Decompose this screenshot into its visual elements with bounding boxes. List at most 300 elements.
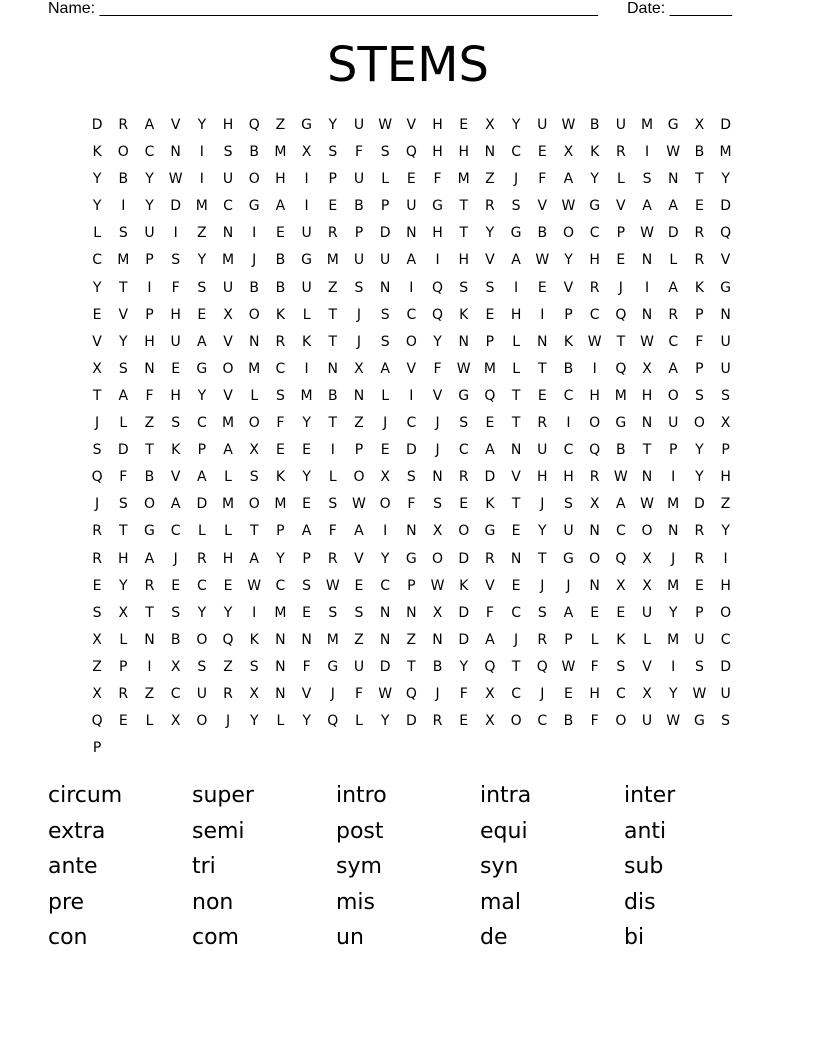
grid-letter: R: [485, 550, 495, 567]
grid-letter: U: [353, 658, 365, 675]
grid-letter: I: [514, 279, 519, 296]
grid-letter: W: [168, 171, 183, 188]
grid-letter: P: [197, 442, 207, 459]
word-list-item: con: [48, 925, 88, 950]
grid-letter: U: [615, 117, 626, 133]
worksheet-header: [48, 0, 748, 20]
grid-letter: I: [383, 523, 388, 540]
grid-letter: P: [695, 360, 704, 377]
grid-letter: S: [694, 658, 704, 675]
grid-letter: B: [563, 713, 574, 730]
grid-letter: G: [484, 523, 496, 540]
grid-letter: A: [511, 252, 521, 269]
grid-letter: N: [275, 658, 286, 675]
grid-letter: C: [615, 523, 626, 540]
grid-letter: Y: [485, 225, 495, 242]
grid-letter: T: [145, 442, 154, 459]
grid-letter: I: [121, 198, 126, 215]
grid-letter: N: [641, 306, 653, 323]
grid-letter: F: [145, 387, 154, 404]
grid-letter: J: [95, 496, 100, 513]
grid-letter: S: [511, 198, 521, 215]
grid-letter: K: [275, 306, 285, 323]
grid-letter: K: [275, 469, 285, 486]
grid-letter: A: [485, 442, 495, 459]
grid-letter: T: [511, 496, 521, 513]
grid-letter: W: [640, 225, 654, 242]
grid-letter: P: [695, 604, 704, 621]
grid-letter: X: [720, 415, 731, 432]
grid-letter: D: [667, 225, 679, 242]
grid-letter: V: [223, 387, 233, 404]
grid-letter: E: [485, 306, 495, 323]
grid-letter: H: [510, 306, 522, 323]
grid-letter: Y: [695, 469, 704, 486]
name-field: Name: ________________________________________________________: [48, 0, 598, 17]
grid-letter: N: [641, 469, 653, 486]
grid-letter: Z: [354, 415, 364, 432]
grid-letter: F: [695, 333, 704, 350]
grid-letter: H: [144, 333, 155, 350]
grid-letter: J: [252, 252, 257, 269]
grid-letter: N: [406, 604, 417, 621]
grid-letter: B: [275, 252, 286, 269]
grid-letter: F: [354, 685, 363, 702]
grid-letter: K: [302, 333, 312, 350]
grid-letter: Y: [721, 523, 730, 540]
grid-letter: N: [327, 360, 339, 377]
grid-letter: X: [642, 360, 652, 377]
grid-letter: P: [564, 306, 573, 323]
grid-letter: R: [615, 144, 626, 161]
grid-letter: X: [380, 469, 390, 486]
grid-letter: M: [274, 144, 287, 161]
grid-letter: R: [196, 550, 207, 567]
grid-letter: N: [432, 469, 443, 486]
grid-letter: Q: [720, 225, 732, 242]
grid-letter: L: [512, 333, 520, 350]
grid-letter: S: [721, 713, 731, 730]
grid-letter: Y: [145, 198, 154, 215]
grid-letter: X: [249, 685, 260, 702]
grid-letter: M: [221, 252, 235, 269]
grid-letter: Z: [354, 631, 364, 648]
grid-letter: V: [406, 117, 417, 133]
grid-letter: I: [173, 225, 178, 242]
grid-letter: S: [406, 469, 416, 486]
grid-letter: Q: [91, 713, 103, 730]
grid-letter: T: [695, 171, 704, 188]
grid-letter: G: [720, 279, 732, 296]
grid-letter: C: [275, 577, 286, 594]
date-field: Date: _______: [627, 0, 732, 17]
grid-letter: G: [405, 550, 417, 567]
grid-letter: D: [458, 631, 470, 648]
grid-letter: Z: [144, 685, 155, 702]
grid-letter: R: [275, 333, 286, 350]
grid-letter: Y: [564, 252, 573, 269]
grid-letter: S: [171, 252, 181, 269]
grid-letter: Y: [695, 442, 704, 459]
grid-letter: W: [378, 117, 393, 133]
grid-letter: B: [275, 279, 286, 296]
grid-letter: E: [380, 442, 390, 459]
grid-letter: U: [353, 117, 365, 133]
grid-letter: Y: [459, 658, 468, 675]
grid-letter: A: [275, 198, 286, 215]
grid-letter: J: [514, 631, 519, 648]
grid-letter: R: [458, 469, 469, 486]
grid-letter: S: [616, 658, 626, 675]
grid-letter: X: [485, 685, 495, 702]
grid-letter: C: [563, 442, 574, 459]
grid-letter: N: [248, 333, 260, 350]
grid-letter: L: [355, 713, 363, 730]
grid-letter: N: [589, 577, 600, 594]
grid-letter: Q: [405, 144, 417, 161]
grid-letter: T: [119, 279, 128, 296]
grid-letter: U: [668, 415, 679, 432]
grid-letter: U: [353, 171, 365, 188]
grid-letter: Z: [223, 658, 233, 675]
grid-letter: P: [276, 523, 285, 540]
grid-letter: B: [118, 171, 129, 188]
grid-letter: J: [356, 306, 362, 323]
grid-letter: L: [302, 306, 311, 323]
grid-letter: Y: [249, 713, 259, 730]
grid-letter: Y: [92, 171, 102, 188]
grid-letter: M: [719, 144, 732, 161]
grid-letter: C: [589, 306, 600, 323]
grid-letter: A: [170, 496, 181, 513]
grid-letter: G: [196, 360, 208, 377]
grid-letter: T: [538, 550, 547, 567]
grid-letter: D: [405, 442, 417, 459]
grid-letter: S: [118, 496, 128, 513]
grid-letter: A: [354, 523, 364, 540]
grid-letter: I: [566, 415, 571, 432]
grid-letter: U: [537, 442, 548, 459]
grid-letter: Q: [615, 360, 627, 377]
grid-letter: T: [538, 360, 547, 377]
grid-letter: O: [196, 631, 208, 648]
grid-letter: S: [171, 415, 181, 432]
grid-letter: T: [511, 415, 521, 432]
grid-letter: A: [668, 198, 678, 215]
grid-letter: D: [694, 496, 705, 513]
grid-letter: I: [644, 279, 650, 296]
grid-letter: N: [641, 415, 653, 432]
grid-letter: I: [252, 225, 257, 242]
grid-letter: T: [459, 225, 468, 242]
grid-letter: N: [484, 144, 496, 161]
grid-letter: S: [537, 604, 547, 621]
grid-letter: B: [144, 469, 155, 486]
grid-letter: X: [694, 117, 705, 133]
grid-letter: Y: [380, 713, 390, 730]
grid-letter: J: [435, 685, 440, 702]
grid-letter: X: [485, 117, 495, 133]
grid-letter: L: [145, 713, 154, 730]
grid-letter: H: [432, 225, 443, 242]
word-list-item: inter: [624, 783, 676, 808]
grid-letter: T: [119, 523, 128, 540]
grid-letter: C: [223, 198, 233, 215]
grid-letter: W: [640, 496, 654, 513]
grid-letter: S: [380, 306, 390, 323]
grid-letter: L: [276, 713, 285, 730]
grid-letter: J: [225, 713, 231, 730]
grid-letter: J: [356, 333, 362, 350]
grid-letter: Y: [197, 117, 207, 133]
grid-letter: X: [589, 496, 600, 513]
grid-letter: O: [248, 496, 260, 513]
grid-letter: H: [537, 469, 548, 486]
grid-letter: A: [563, 604, 574, 621]
grid-letter: R: [485, 198, 495, 215]
grid-letter: T: [92, 387, 102, 404]
grid-letter: N: [641, 252, 653, 269]
grid-letter: R: [223, 685, 233, 702]
grid-letter: E: [590, 604, 600, 621]
grid-letter: Q: [222, 631, 234, 648]
grid-letter: E: [537, 279, 547, 296]
grid-letter: N: [144, 631, 155, 648]
grid-letter: L: [93, 225, 101, 242]
grid-letter: O: [248, 171, 260, 188]
grid-letter: V: [485, 577, 495, 594]
grid-letter: M: [300, 387, 313, 404]
grid-letter: C: [537, 713, 548, 730]
grid-letter: H: [589, 252, 600, 269]
grid-letter: S: [302, 577, 312, 594]
grid-letter: V: [406, 360, 417, 377]
grid-letter: D: [405, 713, 417, 730]
grid-letter: I: [199, 144, 204, 161]
grid-letter: I: [304, 360, 309, 377]
grid-letter: L: [224, 469, 232, 486]
grid-letter: D: [720, 117, 731, 133]
grid-letter: L: [224, 523, 232, 540]
grid-letter: E: [537, 387, 547, 404]
grid-letter: B: [589, 117, 600, 133]
grid-letter: P: [145, 252, 154, 269]
grid-letter: A: [380, 360, 390, 377]
grid-letter: V: [92, 333, 102, 350]
grid-letter: F: [590, 658, 599, 675]
grid-letter: F: [459, 685, 468, 702]
grid-letter: F: [354, 144, 363, 161]
grid-letter: P: [354, 225, 364, 242]
grid-letter: N: [222, 225, 234, 242]
grid-letter: W: [613, 469, 628, 486]
grid-letter: T: [249, 523, 259, 540]
grid-letter: Y: [197, 387, 207, 404]
grid-letter: C: [144, 144, 155, 161]
grid-letter: G: [510, 225, 522, 242]
grid-letter: L: [512, 360, 520, 377]
grid-letter: M: [614, 387, 627, 404]
grid-letter: Y: [119, 577, 128, 594]
word-list-item: un: [336, 925, 364, 950]
grid-letter: O: [667, 387, 679, 404]
grid-letter: M: [221, 415, 235, 432]
grid-letter: R: [537, 631, 548, 648]
grid-letter: D: [720, 658, 731, 675]
grid-letter: O: [405, 333, 417, 350]
grid-letter: P: [407, 577, 416, 594]
word-list-item: non: [192, 889, 234, 915]
grid-letter: N: [275, 685, 286, 702]
grid-letter: W: [535, 252, 550, 269]
grid-letter: P: [721, 442, 730, 459]
grid-letter: O: [458, 523, 470, 540]
grid-letter: F: [171, 279, 180, 296]
grid-letter: J: [618, 279, 623, 296]
grid-letter: H: [432, 144, 443, 161]
grid-letter: Z: [144, 415, 155, 432]
grid-letter: B: [694, 144, 705, 161]
grid-letter: U: [170, 333, 181, 350]
grid-letter: R: [694, 252, 705, 269]
grid-letter: S: [485, 279, 495, 296]
grid-letter: N: [406, 523, 417, 540]
grid-letter: O: [720, 604, 732, 621]
grid-letter: F: [302, 658, 311, 675]
grid-letter: W: [561, 198, 576, 215]
grid-letter: U: [222, 279, 234, 296]
grid-letter: B: [432, 658, 443, 675]
grid-letter: F: [485, 604, 494, 621]
grid-letter: W: [325, 577, 340, 594]
grid-letter: R: [144, 577, 155, 594]
grid-letter: O: [589, 415, 601, 432]
grid-letter: B: [170, 631, 181, 648]
grid-letter: S: [354, 604, 364, 621]
grid-letter: T: [459, 198, 468, 215]
grid-letter: T: [511, 387, 521, 404]
grid-letter: F: [328, 523, 337, 540]
grid-letter: W: [692, 685, 707, 702]
grid-letter: E: [459, 713, 469, 730]
grid-letter: E: [302, 604, 312, 621]
grid-letter: E: [328, 198, 338, 215]
grid-letter: I: [409, 387, 414, 404]
grid-letter: V: [223, 333, 233, 350]
grid-letter: N: [510, 550, 522, 567]
grid-letter: Q: [91, 469, 103, 486]
grid-letter: J: [173, 550, 178, 567]
grid-letter: A: [406, 252, 417, 269]
grid-letter: W: [247, 577, 262, 594]
grid-letter: Z: [406, 631, 417, 648]
grid-letter: D: [379, 225, 391, 242]
grid-letter: M: [221, 496, 235, 513]
grid-letter: K: [485, 496, 495, 513]
grid-letter: B: [563, 360, 574, 377]
grid-letter: Y: [590, 171, 599, 188]
grid-letter: K: [563, 333, 574, 350]
grid-letter: F: [538, 171, 547, 188]
grid-letter: H: [118, 550, 129, 567]
grid-letter: O: [248, 306, 260, 323]
grid-letter: F: [433, 171, 442, 188]
grid-letter: Y: [538, 523, 547, 540]
grid-letter: M: [640, 117, 654, 133]
grid-letter: Q: [615, 306, 627, 323]
grid-letter: A: [197, 469, 207, 486]
grid-letter: X: [354, 360, 364, 377]
grid-letter: J: [671, 550, 676, 567]
grid-letter: H: [458, 252, 469, 269]
grid-letter: Y: [433, 333, 442, 350]
grid-letter: N: [379, 279, 391, 296]
grid-letter: B: [327, 387, 338, 404]
grid-letter: S: [694, 387, 704, 404]
grid-letter: S: [354, 279, 364, 296]
grid-letter: O: [693, 415, 705, 432]
grid-letter: W: [352, 496, 366, 513]
grid-letter: G: [248, 198, 260, 215]
grid-letter: W: [430, 577, 445, 594]
grid-letter: S: [92, 442, 102, 459]
word-list-item: syn: [480, 854, 519, 879]
grid-letter: C: [511, 685, 521, 702]
grid-letter: Q: [589, 442, 601, 459]
grid-letter: X: [92, 360, 102, 377]
grid-letter: X: [485, 713, 495, 730]
grid-letter: C: [589, 225, 600, 242]
grid-letter: R: [589, 279, 600, 296]
grid-letter: D: [91, 117, 103, 133]
grid-letter: C: [458, 442, 469, 459]
grid-letter: S: [118, 225, 128, 242]
grid-letter: D: [379, 658, 391, 675]
grid-letter: G: [563, 550, 574, 567]
grid-letter: A: [223, 442, 233, 459]
grid-letter: E: [537, 144, 547, 161]
grid-letter: M: [117, 252, 130, 269]
grid-letter: J: [566, 577, 571, 594]
grid-letter: J: [435, 442, 440, 459]
grid-letter: Y: [302, 469, 311, 486]
grid-letter: A: [485, 631, 495, 648]
grid-letter: V: [616, 198, 626, 215]
grid-letter: A: [144, 550, 155, 567]
grid-letter: E: [354, 577, 364, 594]
grid-letter: S: [328, 496, 338, 513]
grid-letter: V: [720, 252, 731, 269]
grid-letter: A: [668, 360, 678, 377]
grid-letter: P: [328, 171, 337, 188]
grid-letter: E: [275, 225, 285, 242]
grid-letter: L: [328, 469, 337, 486]
grid-letter: N: [720, 306, 731, 323]
grid-letter: X: [118, 604, 129, 621]
grid-letter: I: [304, 171, 309, 188]
grid-letter: A: [144, 117, 155, 133]
grid-letter: E: [92, 577, 102, 594]
grid-letter: C: [511, 144, 521, 161]
grid-letter: I: [671, 469, 676, 486]
grid-letter: I: [199, 171, 204, 188]
grid-letter: U: [353, 252, 365, 269]
grid-letter: O: [379, 496, 391, 513]
grid-letter: F: [590, 713, 599, 730]
word-list-item: intro: [336, 783, 387, 808]
grid-letter: H: [275, 171, 286, 188]
grid-letter: E: [302, 442, 312, 459]
